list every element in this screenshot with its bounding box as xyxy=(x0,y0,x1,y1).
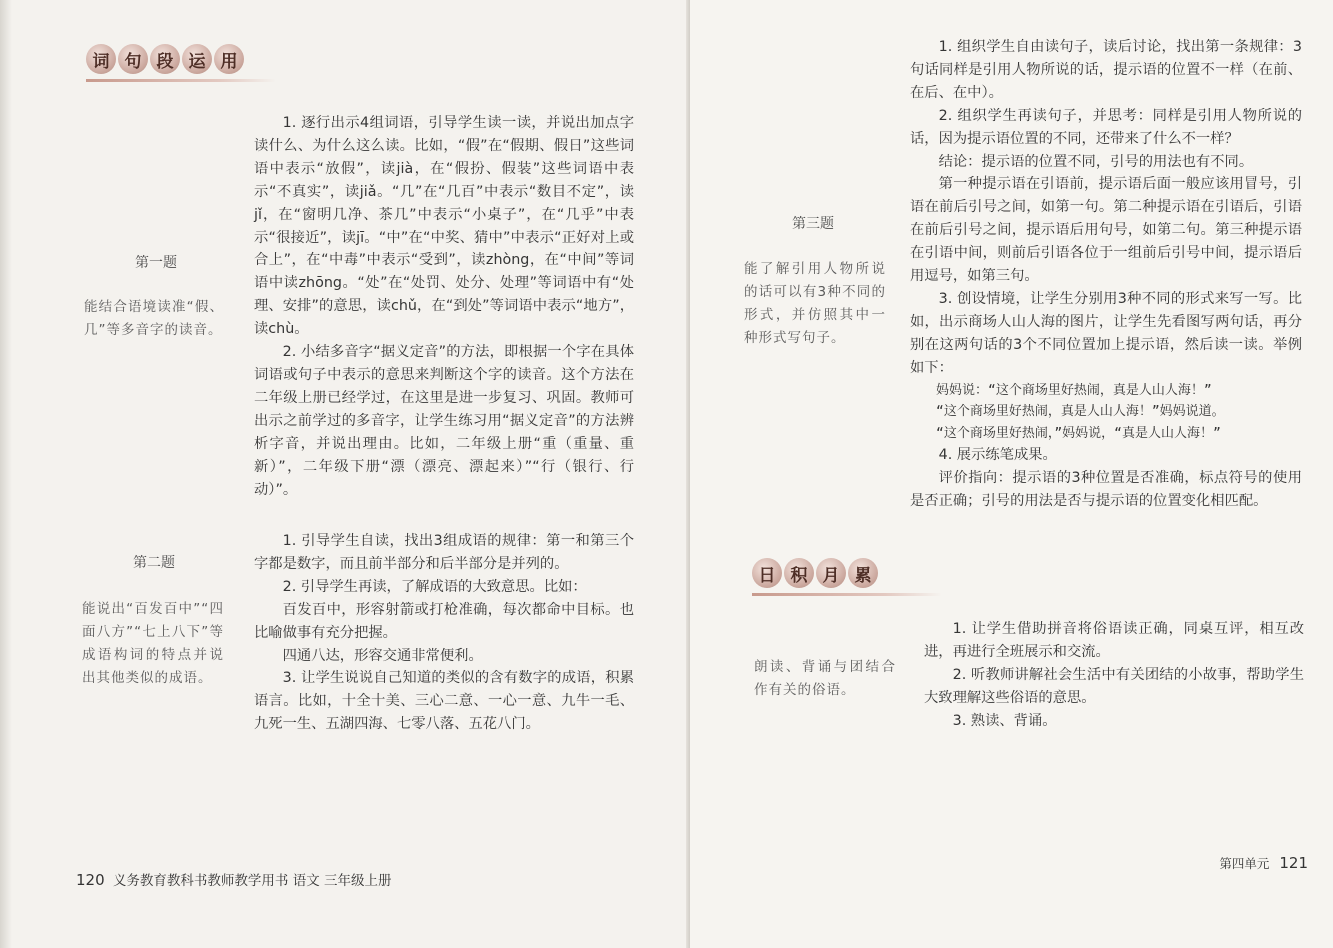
paragraph: 2. 组织学生再读句子，并思考：同样是引用人物所说的话，因为提示语位置的不同，还带来了什么不一样？ xyxy=(910,107,1302,147)
paragraph: 1. 让学生借助拼音将俗语读正确，同桌互评，相互改进，再进行全班展示和交流。 xyxy=(924,621,1304,660)
section-header-char: 月 xyxy=(816,558,846,588)
q2-main-text xyxy=(254,530,634,736)
paragraph: 4. 展示练笔成果。 xyxy=(938,447,1057,464)
paragraph: 1. 逐行出示4组词语，引导学生读一读，并说出加点字读什么、为什么这么读。比如，“假”在“假期、假日”这些词语中表示“放假”，读jià，在“假扮、假装”这些词语中表示“不真实”，读jiǎ。“几”在“几百”中表示“数目不定”，读jǐ，在“窗明几净、茶几”中表示“小桌子”，在“几乎”中表示“很接近”，读jī。“中”在“中奖、猜中”中表示“正好对上或合上”，在“中毒”中表示“受到”，读zhòng，在“中间”等词语中读zhōng。“处”在“处罚、处分、处理”等词语中有“处理、安排”的意思，读chǔ，在“到处”等词语中表示“地方”，读chù。 xyxy=(254,115,634,338)
q4-main-text xyxy=(924,618,1304,733)
section-header-char: 积 xyxy=(784,558,814,588)
paragraph: 结论：提示语的位置不同，引号的用法也有不同。 xyxy=(938,153,1254,170)
paragraph: 2. 小结多音字“据义定音”的方法，即根据一个字在具体词语或句子中表示的意思来判断这个字的读音。这个方法在二年级上册已经学过，在这里是进一步复习、巩固。教师可出示之前学过的多音字，让学生练习用“据义定音”的方法辨析字音，并说出理由。比如，二年级上册“重（重量、重新）”，二年级下册“漂（漂亮、漂起来）”“行（银行、行动）”。 xyxy=(254,344,634,498)
section-header-ci-ju-duan-yun-yong xyxy=(86,44,246,74)
example-sentence: “这个商场里好热闹，真是人山人海！”妈妈说道。 xyxy=(936,404,1225,420)
section-header-underline xyxy=(86,79,276,82)
unit-label: 第四单元 xyxy=(1219,856,1270,871)
example-sentence: “这个商场里好热闹，”妈妈说，“真是人山人海！” xyxy=(936,425,1221,441)
page-edge-shadow xyxy=(0,0,12,948)
right-footer xyxy=(1219,854,1308,872)
q4-note: 朗读、背诵与团结合作有关的俗语。 xyxy=(754,659,896,698)
q1-main-text xyxy=(254,112,634,501)
page-number: 120 xyxy=(76,871,105,889)
right-page xyxy=(690,0,1333,948)
section-header-ri-ji-yue-lei xyxy=(752,558,880,588)
section-header-char: 累 xyxy=(848,558,878,588)
section-header-char: 词 xyxy=(86,44,116,74)
section-header-char: 段 xyxy=(150,44,180,74)
paragraph: 百发百中，形容射箭或打枪准确，每次都命中目标。也比喻做事有充分把握。 xyxy=(254,601,634,641)
q1-title: 第一题 xyxy=(135,255,177,271)
section-header-underline xyxy=(752,593,942,596)
paragraph: 2. 引导学生再读，了解成语的大致意思。比如： xyxy=(282,578,587,595)
section-header-char: 日 xyxy=(752,558,782,588)
paragraph: 第一种提示语在引语前，提示语后面一般应该用冒号，引语在前后引号之间，如第一句。第二种提示语在引语后，引语在前后引号之间，提示语后用句号，如第二句。第三种提示语在引语中间，则前后引语各位于一组前后引号中间，提示语后用逗号，如第三句。 xyxy=(910,176,1302,285)
section-header-char: 运 xyxy=(182,44,212,74)
paragraph: 3. 让学生说说自己知道的类似的含有数字的成语，积累语言。比如，十全十美、三心二意、一心一意、九牛一毛、九死一生、五湖四海、七零八落、五花八门。 xyxy=(254,670,634,733)
paragraph: 2. 听教师讲解社会生活中有关团结的小故事，帮助学生大致理解这些俗语的意思。 xyxy=(924,666,1304,706)
page-number: 121 xyxy=(1279,854,1308,872)
paragraph: 3. 熟读、背诵。 xyxy=(952,712,1057,729)
paragraph: 1. 引导学生自读，找出3组成语的规律：第一和第三个字都是数字，而且前半部分和后半部分是并列的。 xyxy=(254,533,634,572)
paragraph: 四通八达，形容交通非常便利。 xyxy=(282,647,483,664)
section-header-char: 句 xyxy=(118,44,148,74)
paragraph: 评价指向：提示语的3种位置是否准确，标点符号的使用是否正确；引号的用法是否与提示语的位置变化相匹配。 xyxy=(910,470,1302,509)
q3-main-text xyxy=(910,36,1302,513)
q1-note: 能结合语境读准“假、几”等多音字的读音。 xyxy=(84,299,224,338)
paragraph: 3. 创设情境，让学生分别用3种不同的形式来写一写。比如，出示商场人山人海的图片，让学生先看图写两句话，再分别在这两句话的3个不同位置加上提示语，然后读一读。举例如下： xyxy=(910,290,1302,376)
example-sentence: 妈妈说：“这个商场里好热闹，真是人山人海！” xyxy=(936,382,1212,398)
q3-title: 第三题 xyxy=(792,216,834,232)
section-header-char: 用 xyxy=(214,44,244,74)
q2-title: 第二题 xyxy=(133,555,175,571)
left-footer xyxy=(76,869,392,889)
q2-note: 能说出“百发百中”“四面八方”“七上八下”等成语构词的特点并说出其他类似的成语。 xyxy=(82,601,224,686)
q3-note: 能了解引用人物所说的话可以有3种不同的形式，并仿照其中一种形式写句子。 xyxy=(744,261,886,346)
book-title: 义务教育教科书教师教学用书 语文 三年级上册 xyxy=(112,873,392,889)
paragraph: 1. 组织学生自由读句子，读后讨论，找出第一条规律：3句话同样是引用人物所说的话，提示语的位置不一样（在前、在后、在中）。 xyxy=(910,39,1302,101)
